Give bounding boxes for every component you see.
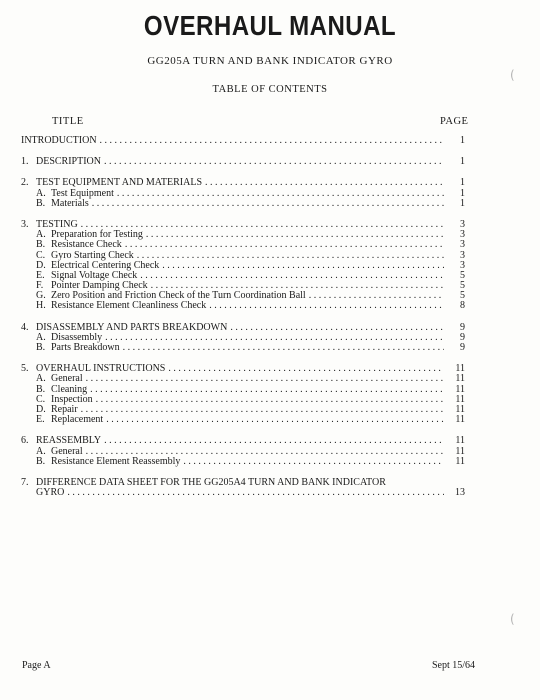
toc-subentry-label: Replacement: [51, 414, 104, 426]
toc-entry-number: 4.: [21, 321, 29, 333]
toc-section-7: [21, 478, 465, 498]
toc-entry-label: TESTING: [36, 218, 78, 230]
toc-subentry-page: 11: [455, 403, 465, 415]
toc-subentry-letter: C.: [36, 249, 46, 261]
toc-entry[interactable]: [21, 478, 465, 488]
toc-entry-page: 1: [460, 156, 465, 168]
toc-subentry-label: General: [51, 445, 83, 457]
toc-subentry-page: 9: [460, 342, 465, 353]
leader-dots: [146, 230, 444, 240]
toc-entry-label: GYRO: [36, 487, 65, 499]
toc-entry-page: 9: [460, 321, 465, 333]
toc-section-1: [21, 157, 465, 167]
toc-subentry-letter: A.: [36, 373, 46, 385]
toc-subentry-letter: D.: [36, 259, 46, 271]
toc-subentry-label: Zero Position and Friction Check of the Turn Coordination Ball: [51, 290, 306, 302]
leader-dots: [117, 189, 444, 199]
toc-subentry-page: 11: [455, 445, 465, 457]
leader-dots: [125, 240, 444, 250]
toc-subentry-label: Inspection: [51, 393, 93, 405]
toc-subentry-page: 3: [460, 239, 465, 251]
toc-entry-number: 1.: [21, 156, 29, 168]
toc-subentry-page: 9: [460, 331, 465, 343]
toc-entry-label: DIFFERENCE DATA SHEET FOR THE GG205A4 TURN AND BANK INDICATOR: [36, 476, 386, 488]
toc-entry-number: 2.: [21, 177, 29, 189]
toc-entry-label: DISASSEMBLY AND PARTS BREAKDOWN: [36, 321, 228, 333]
toc-subentry-letter: H.: [36, 300, 46, 312]
toc-entry[interactable]: [21, 157, 465, 167]
document-subtitle: GG205A TURN AND BANK INDICATOR GYRO: [147, 55, 393, 67]
toc-subentry-page: 11: [455, 393, 465, 405]
table-of-contents: [21, 136, 465, 509]
toc-subentry-page: 3: [460, 259, 465, 271]
toc-subentry-page: 3: [460, 249, 465, 261]
toc-subentry-label: Signal Voltage Check: [51, 269, 138, 281]
toc-subentry-page: 11: [455, 414, 465, 426]
toc-subentry-label: Resistance Element Cleanliness Check: [51, 300, 207, 312]
leader-dots: [96, 395, 444, 405]
toc-subentry-page: 5: [460, 269, 465, 281]
toc-subentry-letter: A.: [36, 187, 46, 199]
toc-subentry-label: Test Equipment: [51, 187, 114, 199]
leader-dots: [106, 415, 444, 425]
leader-dots: [137, 251, 444, 261]
leader-dots: [162, 261, 444, 271]
toc-subentry-page: 5: [460, 290, 465, 302]
toc-subentry-label: Electrical Centering Check: [51, 259, 160, 271]
leader-dots: [140, 271, 444, 281]
leader-dots: [67, 488, 444, 498]
toc-entry-number: 5.: [21, 363, 29, 375]
toc-subentry-label: Pointer Damping Check: [51, 280, 148, 292]
toc-section-2: [21, 178, 465, 209]
toc-subentry-label: Resistance Check: [51, 239, 122, 251]
toc-subentry-page: 1: [460, 197, 465, 209]
toc-subentry-letter: B.: [36, 342, 46, 353]
leader-dots: [209, 301, 444, 311]
toc-subentry-label: Preparation for Testing: [51, 229, 143, 241]
toc-entry-continuation[interactable]: [21, 488, 465, 498]
toc-subentry-letter: G.: [36, 290, 46, 302]
toc-subentry-letter: F.: [36, 280, 44, 292]
leader-dots: [81, 405, 444, 415]
toc-subentry[interactable]: [21, 415, 465, 425]
toc-subentry-page: 5: [460, 280, 465, 292]
footer-page-label: Page A: [22, 660, 51, 671]
toc-entry-number: 6.: [21, 435, 29, 447]
leader-dots: [92, 199, 444, 209]
toc-subentry-letter: A.: [36, 445, 46, 457]
toc-subentry-page: 11: [455, 455, 465, 467]
toc-entry-page: 13: [455, 487, 465, 499]
toc-subentry[interactable]: [21, 395, 465, 405]
toc-subentry-label: Resistance Element Reassembly: [51, 455, 181, 467]
toc-subentry-label: General: [51, 373, 83, 385]
toc-subentry-letter: D.: [36, 403, 46, 415]
column-header-page: PAGE: [440, 116, 469, 127]
toc-subentry-page: 8: [460, 300, 465, 312]
toc-heading: TABLE OF CONTENTS: [212, 84, 328, 95]
leader-dots: [104, 157, 444, 167]
toc-entry-label: REASSEMBLY: [36, 435, 102, 447]
toc-subentry-letter: C.: [36, 393, 46, 405]
toc-subentry-label: Parts Breakdown: [51, 342, 120, 353]
toc-subentry-letter: B.: [36, 383, 46, 395]
toc-section-4: [21, 323, 465, 354]
toc-subentry-letter: B.: [36, 455, 46, 467]
leader-dots: [183, 457, 444, 467]
toc-section-3: [21, 220, 465, 312]
toc-entry-page: 3: [460, 218, 465, 230]
toc-entry-label: TEST EQUIPMENT AND MATERIALS: [36, 177, 203, 189]
toc-subentry-label: Cleaning: [51, 383, 88, 395]
toc-subentry-letter: A.: [36, 229, 46, 241]
toc-subentry[interactable]: [21, 199, 465, 209]
toc-entry-label: DESCRIPTION: [36, 156, 102, 168]
toc-subentry-letter: E.: [36, 414, 45, 426]
toc-entry-page: 1: [460, 135, 465, 146]
toc-subentry-label: Repair: [51, 403, 78, 415]
leader-dots: [105, 333, 444, 343]
toc-subentry-page: 3: [460, 229, 465, 241]
toc-section-6: [21, 436, 465, 467]
toc-entry-page: 11: [455, 363, 465, 375]
toc-subentry[interactable]: [21, 343, 465, 353]
binder-hole-mark: (: [510, 612, 515, 626]
toc-subentry[interactable]: [21, 457, 465, 467]
toc-entry[interactable]: [21, 136, 465, 146]
toc-entry-page: 11: [455, 435, 465, 447]
toc-subentry-label: Disassembly: [51, 331, 103, 343]
leader-dots: [168, 364, 444, 374]
column-header-title: TITLE: [52, 116, 84, 127]
toc-section-5: [21, 364, 465, 425]
toc-entry-label: INTRODUCTION: [21, 135, 97, 146]
toc-subentry-label: Gyro Starting Check: [51, 249, 134, 261]
toc-entry[interactable]: [21, 364, 465, 374]
toc-subentry[interactable]: [21, 374, 465, 384]
toc-section-introduction: [21, 136, 465, 146]
toc-entry-label: OVERHAUL INSTRUCTIONS: [36, 363, 166, 375]
leader-dots: [90, 385, 444, 395]
footer-date: Sept 15/64: [432, 660, 476, 671]
leader-dots: [205, 178, 444, 188]
toc-subentry-label: Materials: [51, 197, 89, 209]
leader-dots: [123, 343, 444, 353]
toc-entry-number: 7.: [21, 476, 29, 488]
toc-subentry-page: 11: [455, 383, 465, 395]
leader-dots: [100, 136, 444, 146]
leader-dots: [230, 323, 444, 333]
toc-subentry-letter: B.: [36, 197, 46, 209]
toc-subentry-letter: B.: [36, 239, 46, 251]
toc-subentry[interactable]: [21, 301, 465, 311]
toc-entry-number: 3.: [21, 218, 29, 230]
leader-dots: [104, 436, 444, 446]
binder-hole-mark: (: [510, 68, 515, 82]
toc-subentry[interactable]: [21, 240, 465, 250]
page-title: OVERHAUL MANUAL: [143, 10, 397, 41]
toc-subentry-page: 1: [460, 187, 465, 199]
toc-subentry-page: 11: [455, 373, 465, 385]
toc-subentry-letter: E.: [36, 269, 45, 281]
toc-entry-page: 1: [460, 177, 465, 189]
leader-dots: [309, 291, 444, 301]
toc-entry[interactable]: [21, 436, 465, 446]
toc-subentry-letter: A.: [36, 331, 46, 343]
leader-dots: [86, 374, 444, 384]
